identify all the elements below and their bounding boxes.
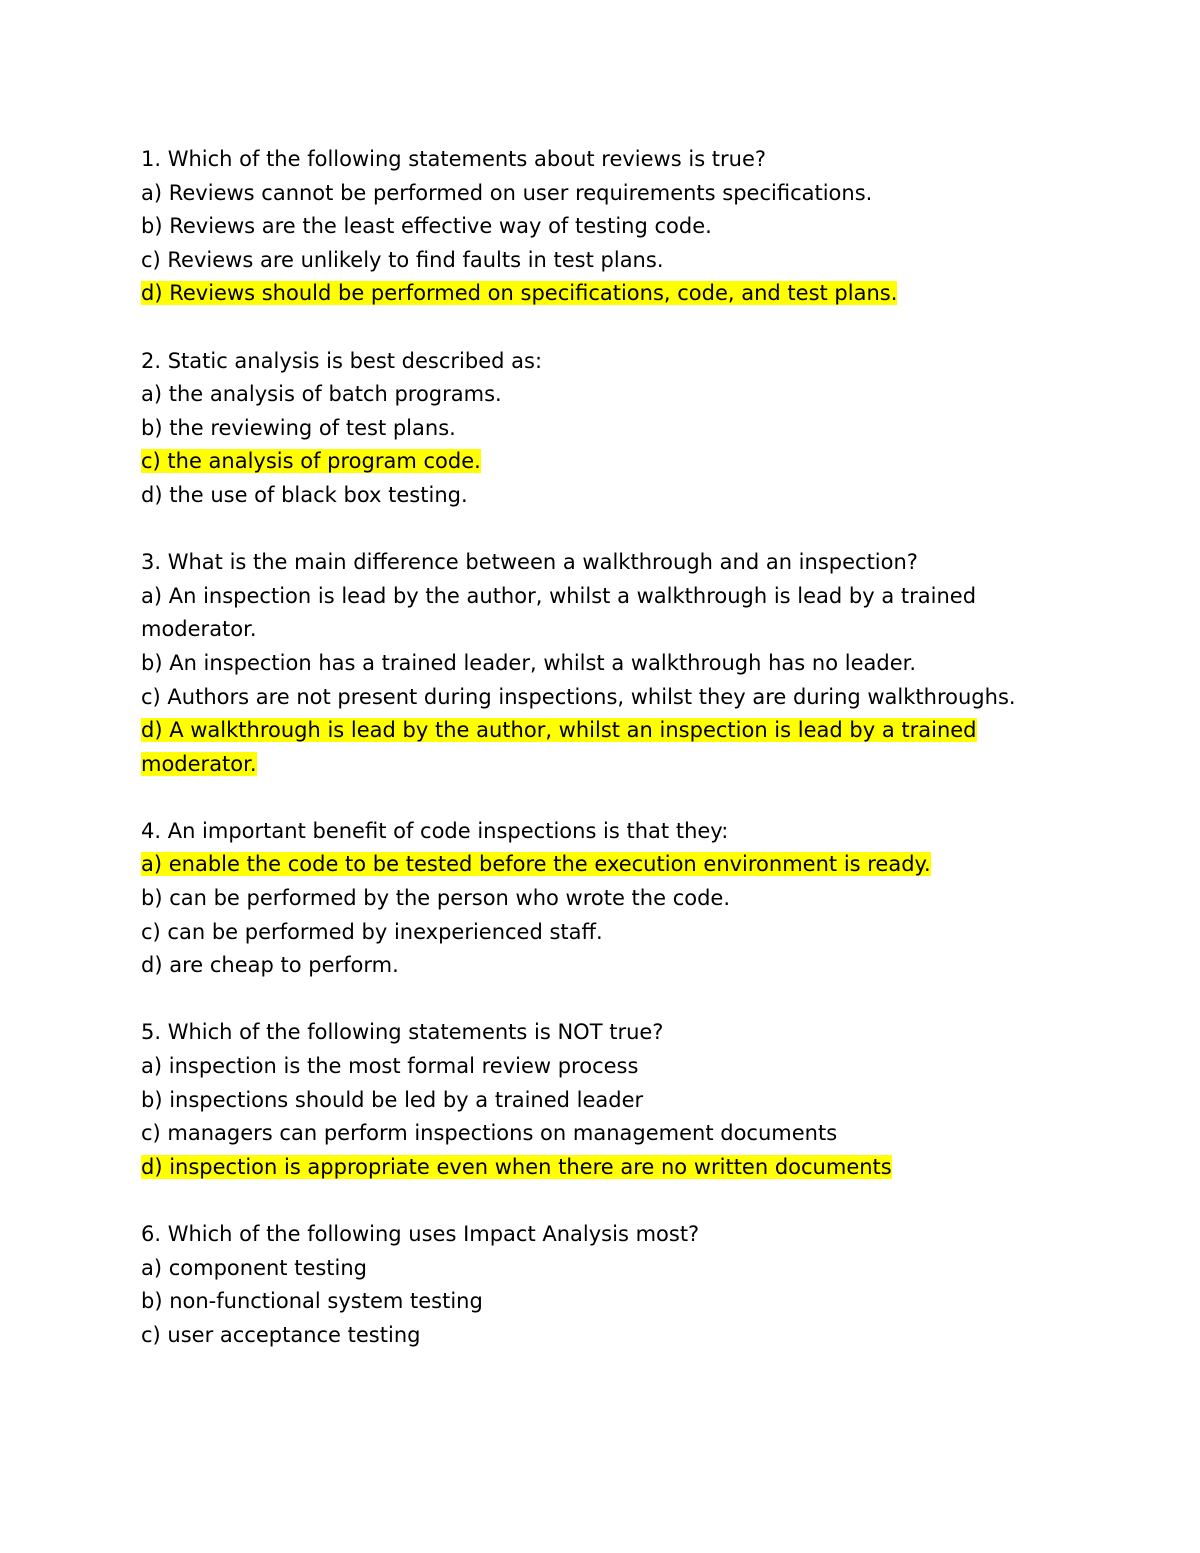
question-5: [141, 1016, 1041, 1184]
question-2: [141, 345, 1041, 513]
option-c: [141, 1117, 1041, 1151]
question-prompt: 4. An important benefit of code inspections is that they:: [141, 818, 729, 843]
option-text: a) An inspection is lead by the author, whilst a walkthrough is lead by a trained moderator.: [141, 583, 977, 642]
option-a: [141, 1050, 1041, 1084]
option-text: d) the use of black box testing.: [141, 482, 468, 507]
option-a: [141, 378, 1041, 412]
option-c: [141, 244, 1041, 278]
question-prompt: 6. Which of the following uses Impact Analysis most?: [141, 1222, 700, 1246]
option-text: b) An inspection has a trained leader, whilst a walkthrough has no leader.: [141, 650, 916, 675]
option-text: d) are cheap to perform.: [141, 953, 399, 978]
option-d: [141, 479, 1041, 513]
option-b: [141, 1285, 1041, 1319]
question-prompt: 2. Static analysis is best described as:: [141, 348, 543, 373]
question-3: [141, 546, 1041, 781]
option-text: c) user acceptance testing: [141, 1322, 421, 1347]
option-a: [141, 1252, 1041, 1286]
option-text: a) the analysis of batch programs.: [141, 382, 502, 407]
question-1: [141, 143, 1041, 311]
option-d-highlighted-answer: [141, 1151, 1041, 1185]
question-6: [141, 1218, 1041, 1352]
option-text: b) inspections should be led by a trained leader: [141, 1087, 644, 1112]
option-text: b) can be performed by the person who wrote the code.: [141, 886, 731, 911]
option-text: c) Reviews are unlikely to find faults in test plans.: [141, 247, 664, 272]
option-text: b) Reviews are the least effective way of testing code.: [141, 214, 712, 239]
option-b: [141, 210, 1041, 244]
question-prompt: 3. What is the main difference between a walkthrough and an inspection?: [141, 550, 918, 575]
highlighted-answer-text: c) the analysis of program code.: [141, 449, 481, 474]
document-page: [141, 143, 1041, 1386]
option-text: a) Reviews cannot be performed on user requirements specifications.: [141, 180, 873, 205]
question-4: [141, 815, 1041, 983]
option-text: a) component testing: [141, 1255, 368, 1280]
highlighted-answer-text: d) inspection is appropriate even when there are no written documents: [141, 1154, 892, 1179]
option-b: [141, 882, 1041, 916]
highlighted-answer-text: d) A walkthrough is lead by the author, whilst an inspection is lead by a trained moderator.: [141, 718, 977, 776]
question-prompt: 5. Which of the following statements is NOT true?: [141, 1020, 664, 1045]
option-c: [141, 1319, 1041, 1353]
option-text: a) inspection is the most formal review process: [141, 1054, 639, 1079]
option-b: [141, 1084, 1041, 1118]
option-text: c) Authors are not present during inspections, whilst they are during walkthroughs.: [141, 684, 1016, 709]
highlighted-answer-text: d) Reviews should be performed on specifications, code, and test plans.: [141, 281, 898, 306]
option-text: c) can be performed by inexperienced staff.: [141, 919, 603, 944]
option-d-highlighted-answer: [141, 714, 1041, 781]
option-c: [141, 681, 1041, 715]
question-prompt: 1. Which of the following statements about reviews is true?: [141, 147, 767, 171]
highlighted-answer-text: a) enable the code to be tested before the execution environment is ready.: [141, 852, 931, 877]
option-b: [141, 412, 1041, 446]
option-text: c) managers can perform inspections on management documents: [141, 1121, 838, 1146]
option-c-highlighted-answer: [141, 445, 1041, 479]
option-c: [141, 916, 1041, 950]
option-a: [141, 177, 1041, 211]
option-text: b) non-functional system testing: [141, 1289, 483, 1314]
option-b: [141, 647, 1041, 681]
option-d-highlighted-answer: [141, 277, 1041, 311]
option-d: [141, 949, 1041, 983]
option-a: [141, 580, 1041, 647]
option-text: b) the reviewing of test plans.: [141, 415, 456, 440]
option-a-highlighted-answer: [141, 848, 1041, 882]
